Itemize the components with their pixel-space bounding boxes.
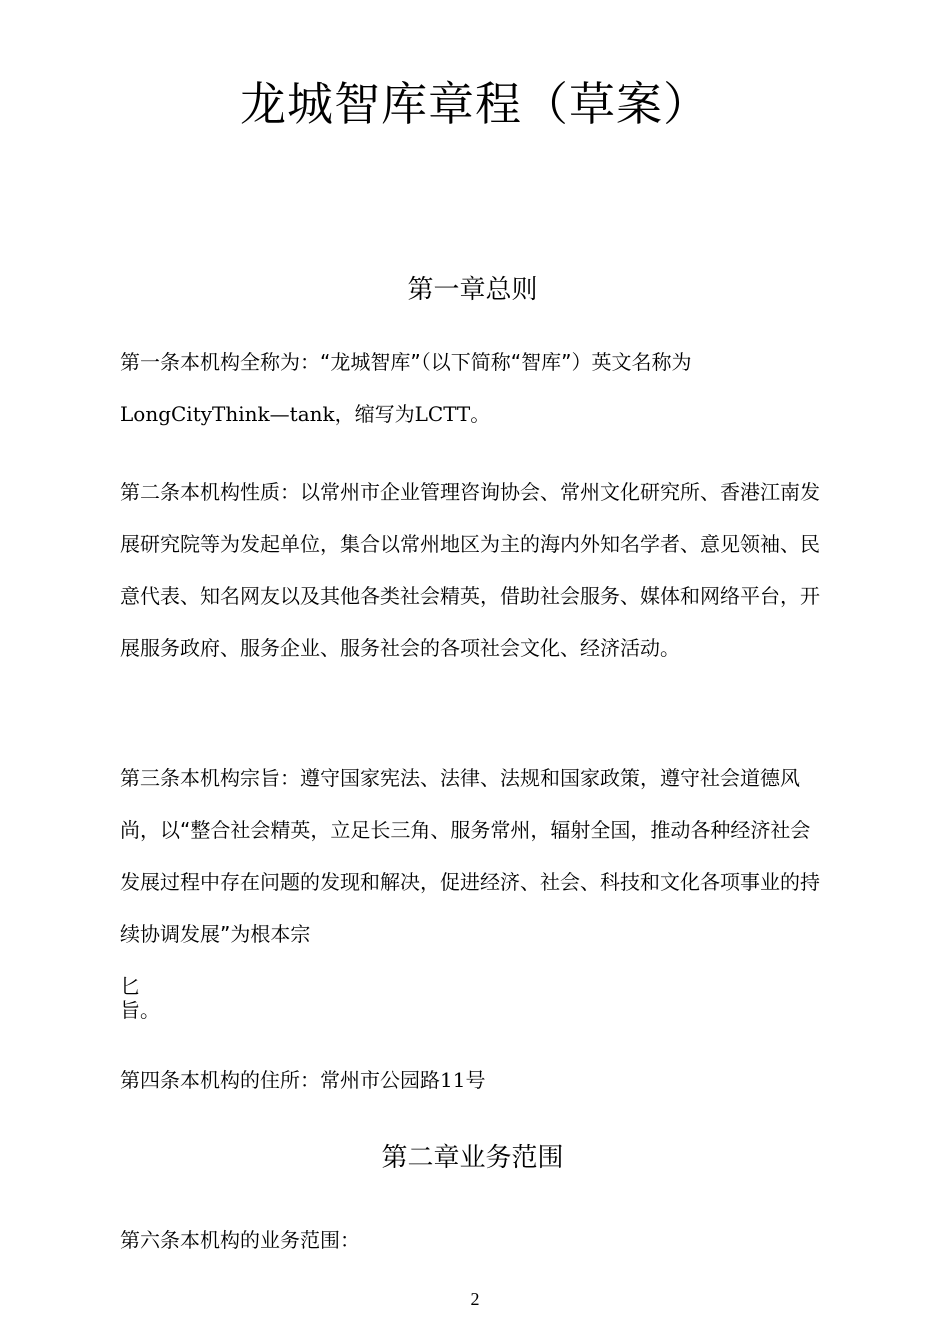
article-4 xyxy=(120,1066,820,1094)
document-title: 龙城智库章程（草案） xyxy=(240,77,710,131)
article-3-fragment-2: 旨。 xyxy=(120,998,160,1022)
chapter-2-heading: 第二章业务范围 xyxy=(381,1143,564,1173)
abbreviation: LCTT xyxy=(414,402,471,426)
article-3-fragment-1: 匕 xyxy=(120,974,140,998)
page-number: 2 xyxy=(470,1289,480,1309)
article-3: 第三条本机构宗旨：遵守国家宪法、法律、法规和国家政策，遵守社会道德风尚，以“整合社会精英，立足长三角、服务常州，辐射全国，推动各种经济社会发展过程中存在问题的发现和解决，促进经济、社会、科技和文化各项事业的持续协调发展”为根本宗 xyxy=(120,766,820,946)
article-1-end: 。 xyxy=(470,402,491,426)
article-1-line-1: 第一条本机构全称为：“龙城智库”（以下简称“智库”）英文名称为 xyxy=(120,350,692,374)
english-name: LongCityThink—tank， xyxy=(120,402,355,426)
article-4-suffix: 号 xyxy=(465,1068,486,1092)
chapter-1-heading: 第一章总则 xyxy=(407,275,538,305)
article-2: 第二条本机构性质：以常州市企业管理咨询协会、常州文化研究所、香港江南发展研究院等为发起单位，集合以常州地区为主的海内外知名学者、意见领袖、民意代表、知名网友以及其他各类社会精英，借助社会服务、媒体和网络平台，开展服务政府、服务企业、服务社会的各项社会文化、经济活动。 xyxy=(120,480,820,660)
article-6: 第六条本机构的业务范围： xyxy=(120,1228,360,1252)
article-4-text: 第四条本机构的住所：常州市公园路 xyxy=(120,1068,440,1092)
article-1-line-2 xyxy=(120,400,820,428)
street-number: 11 xyxy=(440,1068,466,1092)
abbr-label: 缩写为 xyxy=(354,402,415,426)
